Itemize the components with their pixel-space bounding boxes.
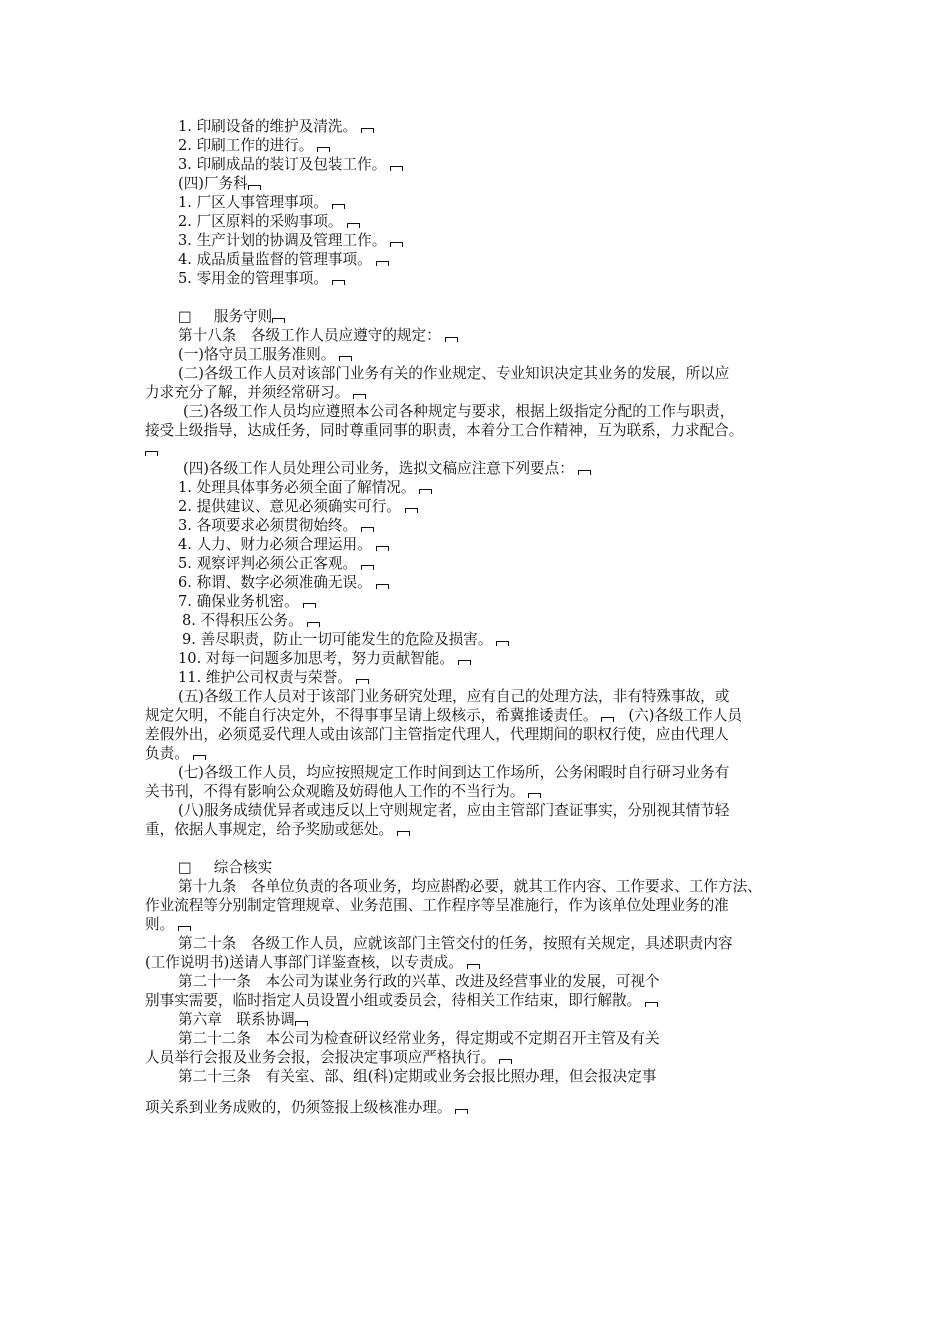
paragraph-mark-icon	[499, 1059, 512, 1064]
paragraph-mark-icon	[317, 147, 330, 152]
paragraph-mark-icon	[455, 1109, 468, 1114]
line-text: 11. 维护公司权责与荣誉。	[178, 669, 352, 686]
paragraph-mark-icon	[467, 964, 480, 969]
paragraph-mark-icon	[145, 451, 158, 456]
line-text: 则。	[145, 916, 175, 933]
line-text: 接受上级指导，达成任务，同时尊重同事的职责，本着分工合作精神，互为联系，力求配合。	[145, 422, 744, 439]
paragraph-line	[0, 1048, 950, 1067]
paragraph-line	[0, 763, 950, 782]
paragraph-line	[0, 953, 950, 972]
paragraph-line	[0, 915, 950, 934]
line-text: 别事实需要，临时指定人员设置小组或委员会，待相关工作结束，即行解散。	[145, 992, 642, 1009]
checkbox-square-icon: □	[178, 859, 192, 876]
paragraph-line	[0, 421, 950, 440]
paragraph-mark-icon	[376, 584, 389, 589]
paragraph-line	[0, 687, 950, 706]
list-item	[0, 193, 950, 212]
line-text: 1. 厂区人事管理事项。	[178, 194, 328, 211]
line-text: 5. 观察评判必须公正客观。	[178, 555, 358, 572]
paragraph	[0, 345, 950, 364]
list-item	[0, 535, 950, 554]
paragraph-mark-icon	[361, 565, 374, 570]
document-page	[0, 117, 950, 1117]
paragraph-line	[0, 991, 950, 1010]
paragraph-mark-icon	[645, 1002, 658, 1007]
paragraph-mark-icon	[390, 242, 403, 247]
line-text: 人员举行会报及业务会报，会报决定事项应严格执行。	[145, 1049, 496, 1066]
line-text: (八)服务成绩优异者或违反以上守则规定者，应由主管部门查证事实，分别视其情节轻	[178, 802, 730, 819]
line-text: 8. 不得积压公务。	[182, 612, 303, 629]
paragraph-line	[0, 896, 950, 915]
checkbox-square-icon: □	[178, 308, 192, 325]
chapter-heading	[0, 1010, 950, 1029]
paragraph-line	[0, 402, 950, 421]
line-text: 差假外出，必须觅妥代理人或由该部门主管指定代理人，代理期间的职权行使，应由代理人	[145, 726, 729, 743]
line-text: 2. 提供建议、意见必须确实可行。	[178, 498, 401, 515]
line-text: 项关系到业务成败的，仍须签报上级核准办理。	[145, 1099, 452, 1116]
article-23	[0, 1067, 950, 1086]
paragraph-mark-icon	[339, 356, 352, 361]
paragraph-line	[0, 383, 950, 402]
paragraph-mark-icon	[361, 128, 374, 133]
line-text: 1. 处理具体事务必须全面了解情况。	[178, 479, 416, 496]
line-text: 第二十一条 本公司为谋业务行政的兴革、改进及经营事业的发展，可视个	[178, 973, 660, 990]
paragraph-line	[0, 364, 950, 383]
line-text: (四)厂务科	[178, 175, 248, 192]
line-text: 规定欠明，不能自行决定外，不得事事呈请上级核示，希冀推诿责任。	[145, 707, 598, 724]
list-item	[0, 592, 950, 611]
list-item	[0, 117, 950, 136]
list-item	[0, 136, 950, 155]
line-text: 1. 印刷设备的维护及清洗。	[178, 118, 358, 135]
line-text: 关书刊，不得有影响公众观瞻及妨碍他人工作的不当行为。	[145, 783, 525, 800]
line-text: (二)各级工作人员对该部门业务有关的作业规定、专业知识决定其业务的发展，所以应	[178, 365, 730, 382]
line-text: 4. 成品质量监督的管理事项。	[178, 251, 372, 268]
paragraph-mark-icon	[193, 755, 206, 760]
list-item	[0, 573, 950, 592]
line-text: (七)各级工作人员，均应按照规定工作时间到达工作场所，公务闲暇时自行研习业务有	[178, 764, 730, 781]
line-text: 2. 印刷工作的进行。	[178, 137, 314, 154]
line-text: 第二十三条 有关室、部、组(科)定期或业务会报比照办理，但会报决定事	[178, 1068, 657, 1085]
list-item	[0, 478, 950, 497]
list-item	[0, 269, 950, 288]
paragraph-mark-icon	[458, 660, 471, 665]
line-text: (工作说明书)送请人事部门详鉴查核，以专责成。	[145, 954, 463, 971]
paragraph-mark-icon	[405, 508, 418, 513]
line-text: (六)各级工作人员	[628, 707, 742, 724]
line-text: 作业流程等分别制定管理规章、业务范围、工作程序等呈准施行，作为该单位处理业务的准	[145, 897, 729, 914]
paragraph-mark-icon	[390, 166, 403, 171]
paragraph-line	[0, 782, 950, 801]
paragraph-mark-icon	[303, 603, 316, 608]
paragraph-mark-icon	[376, 546, 389, 551]
article-21	[0, 972, 950, 991]
section-heading	[0, 307, 950, 326]
paragraph-mark-icon	[295, 1021, 308, 1026]
section-title: 综合核实	[213, 859, 273, 876]
list-item	[0, 212, 950, 231]
line-text: 第十九条 各单位负责的各项业务，均应斟酌必要，就其工作内容、工作要求、工作方法、	[178, 878, 762, 895]
line-text: 4. 人力、财力必须合理运用。	[178, 536, 372, 553]
line-text: 负责。	[145, 745, 189, 762]
paragraph-line	[0, 801, 950, 820]
line-text: 5. 零用金的管理事项。	[178, 270, 328, 287]
list-item	[0, 155, 950, 174]
line-text: 6. 称谓、数字必须准确无误。	[178, 574, 372, 591]
paragraph-mark-icon	[445, 337, 458, 342]
section-heading	[0, 858, 950, 877]
paragraph-mark-icon	[307, 622, 320, 627]
line-text: 力求充分了解，并须经常研习。	[145, 384, 350, 401]
article-20	[0, 934, 950, 953]
list-item	[0, 611, 950, 630]
paragraph-mark-icon	[361, 527, 374, 532]
paragraph-mark-icon	[353, 394, 366, 399]
line-text: 第二十二条 本公司为检查研议经常业务，得定期或不定期召开主管及有关	[178, 1030, 660, 1047]
line-text: 7. 确保业务机密。	[178, 593, 299, 610]
article-18	[0, 326, 950, 345]
line-text: 第二十条 各级工作人员，应就该部门主管交付的任务，按照有关规定，具述职责内容	[178, 935, 733, 952]
paragraph-mark-icon	[356, 679, 369, 684]
line-text: 3. 印刷成品的装订及包装工作。	[178, 156, 387, 173]
line-text: 3. 生产计划的协调及管理工作。	[178, 232, 387, 249]
paragraph-mark-icon	[347, 223, 360, 228]
line-text: (四)各级工作人员处理公司业务，选拟文稿应注意下列要点：	[183, 460, 574, 477]
paragraph-line	[0, 820, 950, 839]
paragraph-line	[0, 459, 950, 478]
paragraph-mark-icon	[248, 185, 261, 190]
line-text: 第六章 联系协调	[178, 1011, 295, 1028]
line-text: 9. 善尽职责，防止一切可能发生的危险及损害。	[182, 631, 493, 648]
subsection-heading	[0, 174, 950, 193]
list-item	[0, 516, 950, 535]
article-22	[0, 1029, 950, 1048]
paragraph-mark-icon	[376, 261, 389, 266]
paragraph-mark-icon	[528, 793, 541, 798]
list-item	[0, 649, 950, 668]
paragraph-line	[0, 706, 950, 725]
paragraph-mark-icon	[178, 926, 191, 931]
section-title: 服务守则	[213, 308, 273, 325]
list-item	[0, 250, 950, 269]
paragraph-mark-icon	[578, 470, 591, 475]
line-text: (三)各级工作人员均应遵照本公司各种规定与要求，根据上级指定分配的工作与职责，	[183, 403, 735, 420]
line-text: 第十八条 各级工作人员应遵守的规定：	[178, 327, 441, 344]
line-text: 重，依据人事规定，给予奖励或惩处。	[145, 821, 394, 838]
line-text: (一)恪守员工服务准则。	[178, 346, 336, 363]
list-item	[0, 231, 950, 250]
paragraph-mark-icon	[496, 641, 509, 646]
paragraph-line	[0, 440, 950, 459]
line-text: 3. 各项要求必须贯彻始终。	[178, 517, 358, 534]
paragraph-line	[0, 1098, 950, 1117]
list-item	[0, 630, 950, 649]
paragraph-line	[0, 744, 950, 763]
article-19	[0, 877, 950, 896]
paragraph-mark-icon	[397, 831, 410, 836]
line-text: 10. 对每一问题多加思考，努力贡献智能。	[178, 650, 454, 667]
line-text: 2. 厂区原料的采购事项。	[178, 213, 343, 230]
paragraph-line	[0, 725, 950, 744]
paragraph-mark-icon	[332, 204, 345, 209]
paragraph-mark-icon	[419, 489, 432, 494]
paragraph-mark-icon	[332, 280, 345, 285]
list-item	[0, 497, 950, 516]
list-item	[0, 668, 950, 687]
paragraph-mark-icon	[272, 318, 285, 323]
paragraph-mark-icon	[601, 717, 614, 722]
line-text: (五)各级工作人员对于该部门业务研究处理，应有自己的处理方法，非有特殊事故，或	[178, 688, 730, 705]
list-item	[0, 554, 950, 573]
